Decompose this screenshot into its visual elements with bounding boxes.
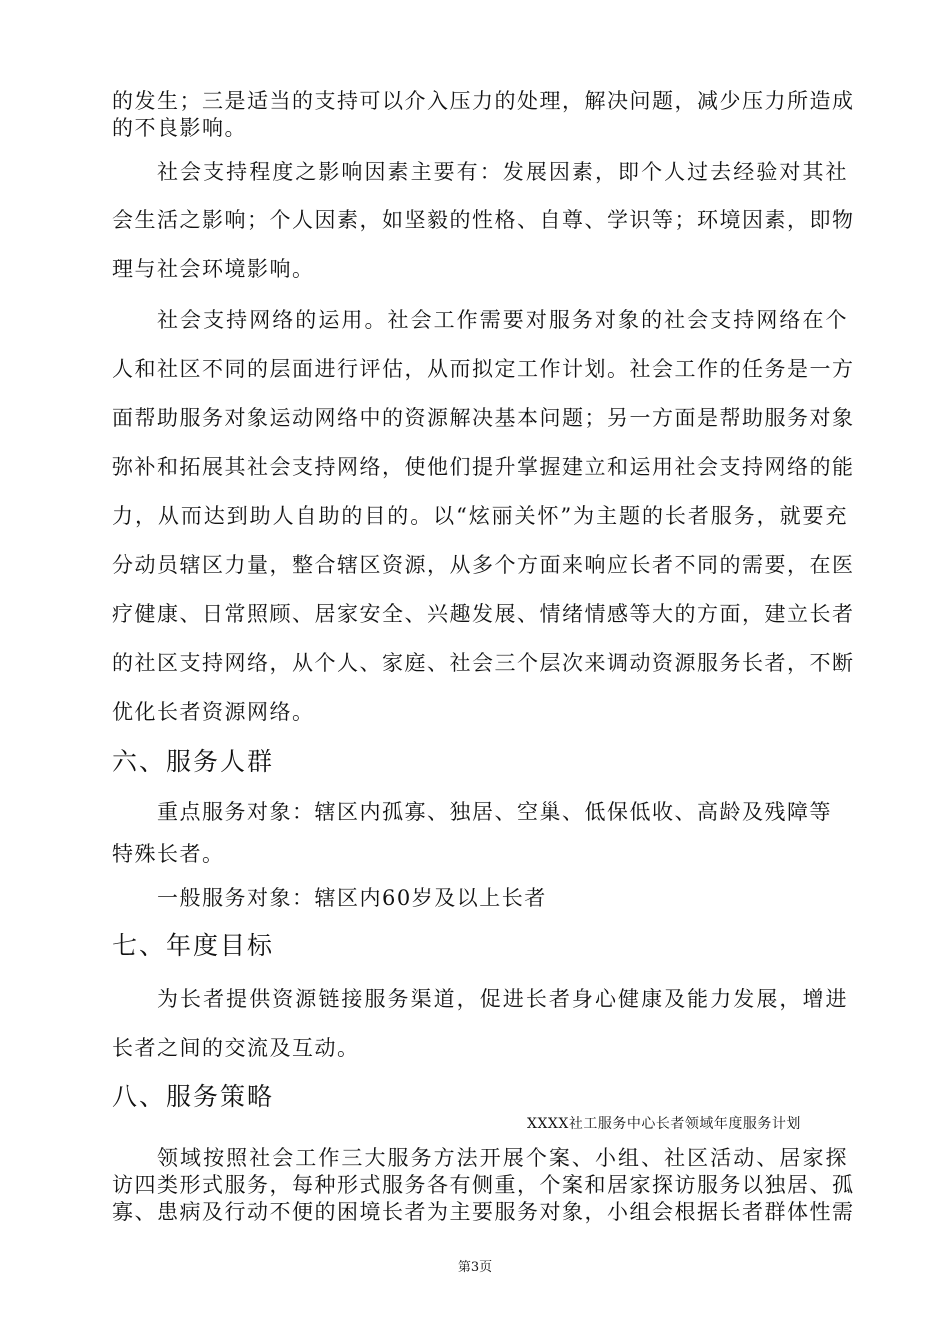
text-line: 分动员辖区力量，整合辖区资源，从多个方面来响应长者不同的需要，在医 [112, 553, 855, 577]
text-line: 一般服务对象：辖区内60岁及以上长者 [157, 886, 547, 910]
text-line: 理与社会环境影响。 [112, 257, 315, 281]
section-heading: 六、服务人群 [112, 747, 275, 776]
text-line: 的社区支持网络，从个人、家庭、社会三个层次来调动资源服务长者，不断 [112, 651, 855, 675]
text-line: 访四类形式服务，每种形式服务各有侧重，个案和居家探访服务以独居、孤 [112, 1173, 855, 1197]
section-heading: 七、年度目标 [112, 931, 275, 960]
page-number: 第3页 [457, 1260, 493, 1275]
text-line: 优化长者资源网络。 [112, 700, 315, 724]
text-line: 人和社区不同的层面进行评估，从而拟定工作计划。社会工作的任务是一方 [112, 357, 855, 381]
section-heading: 八、服务策略 [112, 1082, 275, 1111]
text-line: 面帮助服务对象运动网络中的资源解决基本问题；另一方面是帮助服务对象 [112, 406, 855, 430]
text-line: 会生活之影响；个人因素，如坚毅的性格、自尊、学识等；环境因素，即物 [112, 208, 855, 232]
text-line: 的不良影响。 [112, 116, 247, 140]
text-line: 弥补和拓展其社会支持网络，使他们提升掌握建立和运用社会支持网络的能 [112, 455, 855, 479]
text-line: 力，从而达到助人自助的目的。以“炫丽关怀”为主题的长者服务，就要充 [112, 504, 848, 528]
text-line: 重点服务对象：辖区内孤寡、独居、空巢、低保低收、高龄及残障等 [157, 800, 832, 824]
text-line: 社会支持程度之影响因素主要有：发展因素，即个人过去经验对其社 [157, 160, 848, 184]
header-note: XXXX社工服务中心长者领域年度服务计划 [527, 1116, 801, 1132]
text-line: 寡、患病及行动不便的困境长者为主要服务对象，小组会根据长者群体性需 [112, 1200, 855, 1224]
text-line: 长者之间的交流及互动。 [112, 1036, 360, 1060]
text-line: 的发生；三是适当的支持可以介入压力的处理，解决问题，减少压力所造成 [112, 89, 855, 113]
text-line: 特殊长者。 [112, 842, 225, 866]
text-line: 领域按照社会工作三大服务方法开展个案、小组、社区活动、居家探 [157, 1146, 848, 1170]
text-line: 为长者提供资源链接服务渠道，促进长者身心健康及能力发展，增进 [157, 987, 848, 1011]
text-line: 疗健康、日常照顾、居家安全、兴趣发展、情绪情感等大的方面，建立长者 [112, 602, 855, 626]
text-line: 社会支持网络的运用。社会工作需要对服务对象的社会支持网络在个 [157, 308, 848, 332]
